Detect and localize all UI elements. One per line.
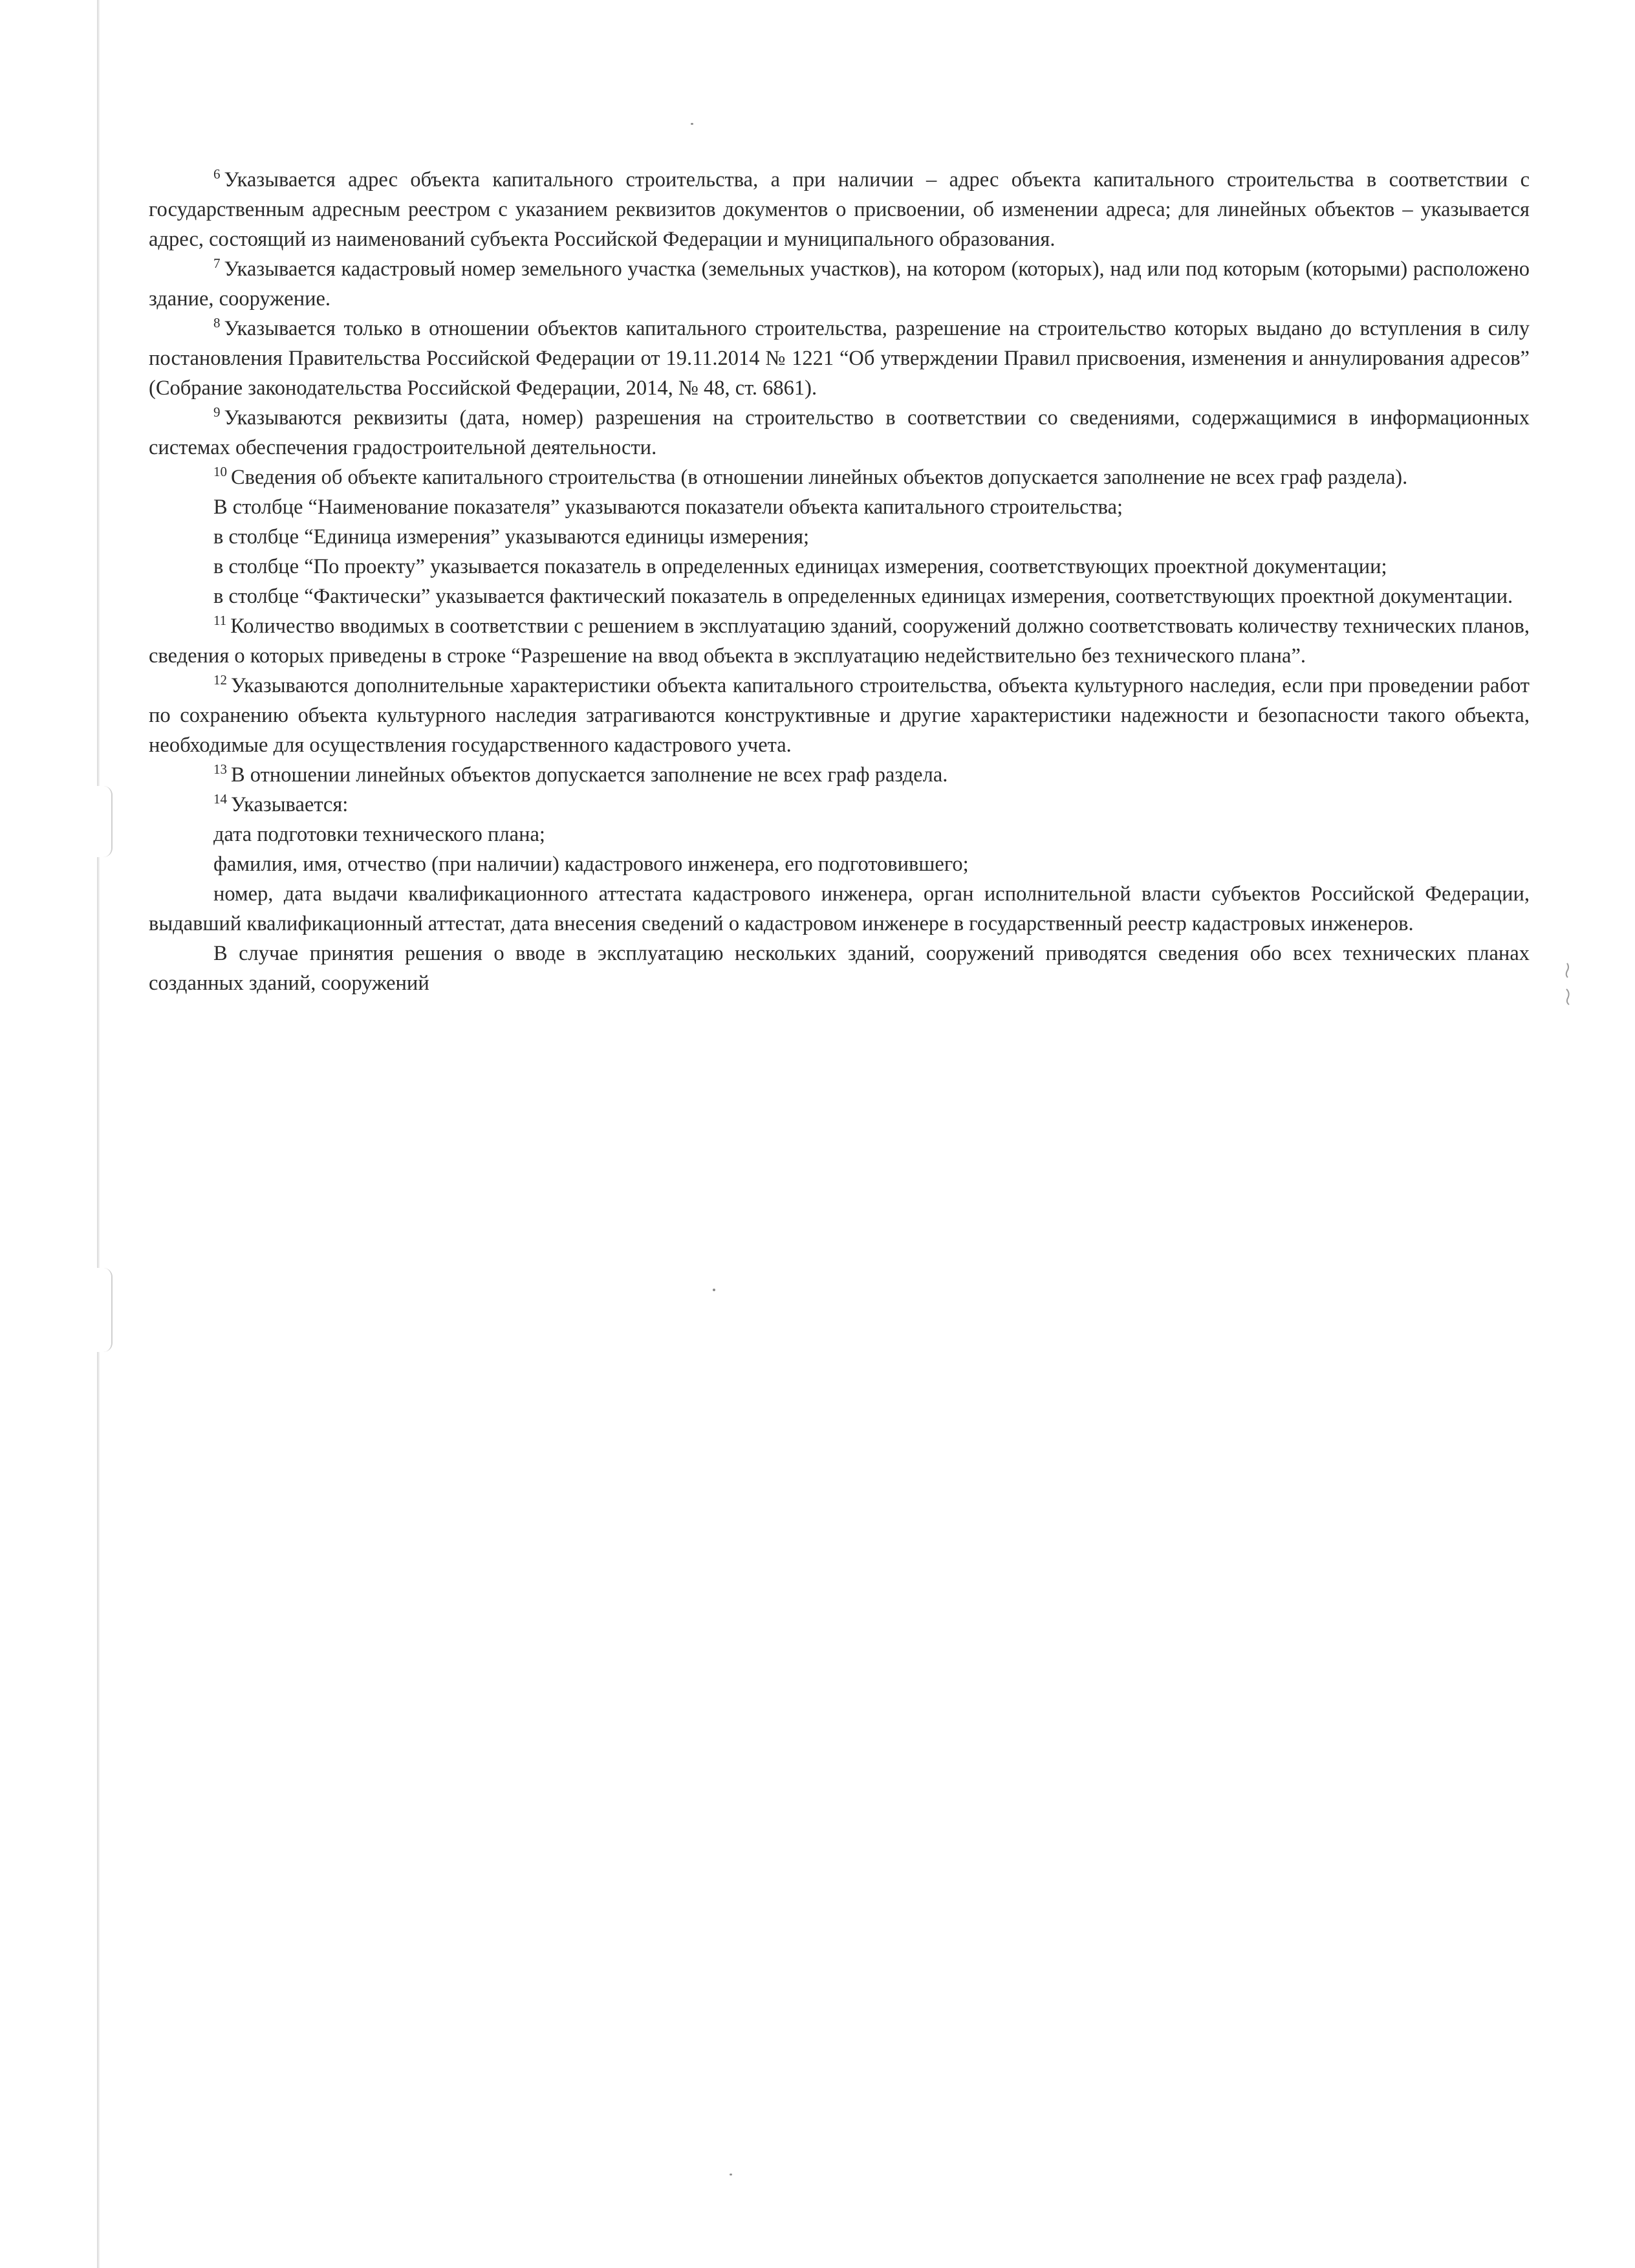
paragraph-text: В случае принятия решения о вводе в эксплуатацию нескольких зданий, сооружений приводятся сведения обо всех технических планах созданных зданий, сооружений <box>149 942 1530 995</box>
footnote-text: Количество вводимых в соответствии с решением в эксплуатацию зданий, сооружений должно соответствовать количеству технических планов, сведения о которых приведены в строке “Разрешение на ввод объекта в эксплуатацию недействительно без технического плана”. <box>149 615 1530 668</box>
paragraph-text: номер, дата выдачи квалификационного аттестата кадастрового инженера, орган исполнительной власти субъектов Российской Федерации, выдавший квалификационный аттестат, дата внесения сведений о кадастровом инженере в государственный реестр кадастровых инженеров. <box>149 882 1530 935</box>
footnote-10-column-actual <box>149 582 1530 611</box>
footnote-10-column-name <box>149 492 1530 522</box>
footnote-14-item-date <box>149 820 1530 849</box>
paragraph-text: дата подготовки технического плана; <box>213 823 545 846</box>
scan-speck <box>730 2174 732 2175</box>
paragraph-text: в столбце “Единица измерения” указываются единицы измерения; <box>213 525 810 549</box>
footnote-marker: 11 <box>213 613 227 628</box>
footnote-text: Указывается адрес объекта капитального строительства, а при наличии – адрес объекта капитального строительства в соответствии с государственным адресным реестром с указанием реквизитов документов о присвоении, об изменении адреса; для линейных объектов – указывается адрес, состоящий из наименований субъекта Российской Федерации и муниципального образования. <box>149 168 1530 251</box>
footnote-marker: 7 <box>213 256 221 271</box>
footnote-text: В отношении линейных объектов допускается заполнение не всех граф раздела. <box>231 763 948 787</box>
paragraph-text: в столбце “Фактически” указывается фактический показатель в определенных единицах измерения, соответствующих проектной документации. <box>213 585 1513 608</box>
footnote-marker: 8 <box>213 315 221 331</box>
footnote-marker: 6 <box>213 166 221 182</box>
footnote-14-multiple-objects <box>149 939 1530 998</box>
footnote-marker: 14 <box>213 791 227 807</box>
footnote-9 <box>149 403 1530 463</box>
footnote-text: Указывается только в отношении объектов капитального строительства, разрешение на строительство которых выдано до вступления в силу постановления Правительства Российской Федерации от 19.11.2014 № 1221 “Об утверждении Правил присвоения, изменения и аннулирования адресов” (Собрание законодательства Российской Федерации, 2014, № 48, ст. 6861). <box>149 317 1530 400</box>
footnote-text: Сведения об объекте капитального строительства (в отношении линейных объектов допускается заполнение не всех граф раздела). <box>231 466 1408 489</box>
margin-smudge <box>1564 961 1573 1006</box>
paragraph-text: фамилия, имя, отчество (при наличии) кадастрового инженера, его подготовившего; <box>213 853 969 876</box>
footnote-12 <box>149 671 1530 760</box>
binding-notch <box>97 786 113 857</box>
footnote-7 <box>149 254 1530 314</box>
footnote-text: Указываются реквизиты (дата, номер) разрешения на строительство в соответствии со сведениями, содержащимися в информационных системах обеспечения градостроительной деятельности. <box>149 406 1530 459</box>
footnote-11 <box>149 611 1530 671</box>
footnote-text: Указывается кадастровый номер земельного участка (земельных участков), на котором (которых), над или под которым (которыми) расположено здание, сооружение. <box>149 257 1530 311</box>
footnote-14-item-certificate <box>149 879 1530 939</box>
binding-notch <box>97 1268 113 1352</box>
footnotes-section <box>149 165 1530 998</box>
footnote-10 <box>149 463 1530 492</box>
footnote-marker: 12 <box>213 672 227 688</box>
footnote-10-column-unit <box>149 522 1530 552</box>
footnote-marker: 13 <box>213 761 227 777</box>
footnote-10-column-project <box>149 552 1530 582</box>
footnote-14 <box>149 790 1530 820</box>
paragraph-text: в столбце “По проекту” указывается показатель в определенных единицах измерения, соответствующих проектной документации; <box>213 555 1387 578</box>
scan-speck <box>691 123 693 125</box>
scan-speck <box>713 1289 715 1291</box>
footnote-text: Указываются дополнительные характеристики объекта капитального строительства, объекта культурного наследия, если при проведении работ по сохранению объекта культурного наследия затрагиваются конструктивные и другие характеристики надежности и безопасности такого объекта, необходимые для осуществления государственного кадастрового учета. <box>149 674 1530 757</box>
footnote-13 <box>149 760 1530 790</box>
scan-page-edge <box>97 0 100 2268</box>
footnote-14-item-name <box>149 849 1530 879</box>
footnote-text: Указывается: <box>231 793 349 816</box>
footnote-6 <box>149 165 1530 254</box>
footnote-8 <box>149 314 1530 403</box>
paragraph-text: В столбце “Наименование показателя” указываются показатели объекта капитального строительства; <box>213 496 1123 519</box>
footnote-marker: 10 <box>213 464 227 479</box>
footnote-marker: 9 <box>213 404 221 420</box>
